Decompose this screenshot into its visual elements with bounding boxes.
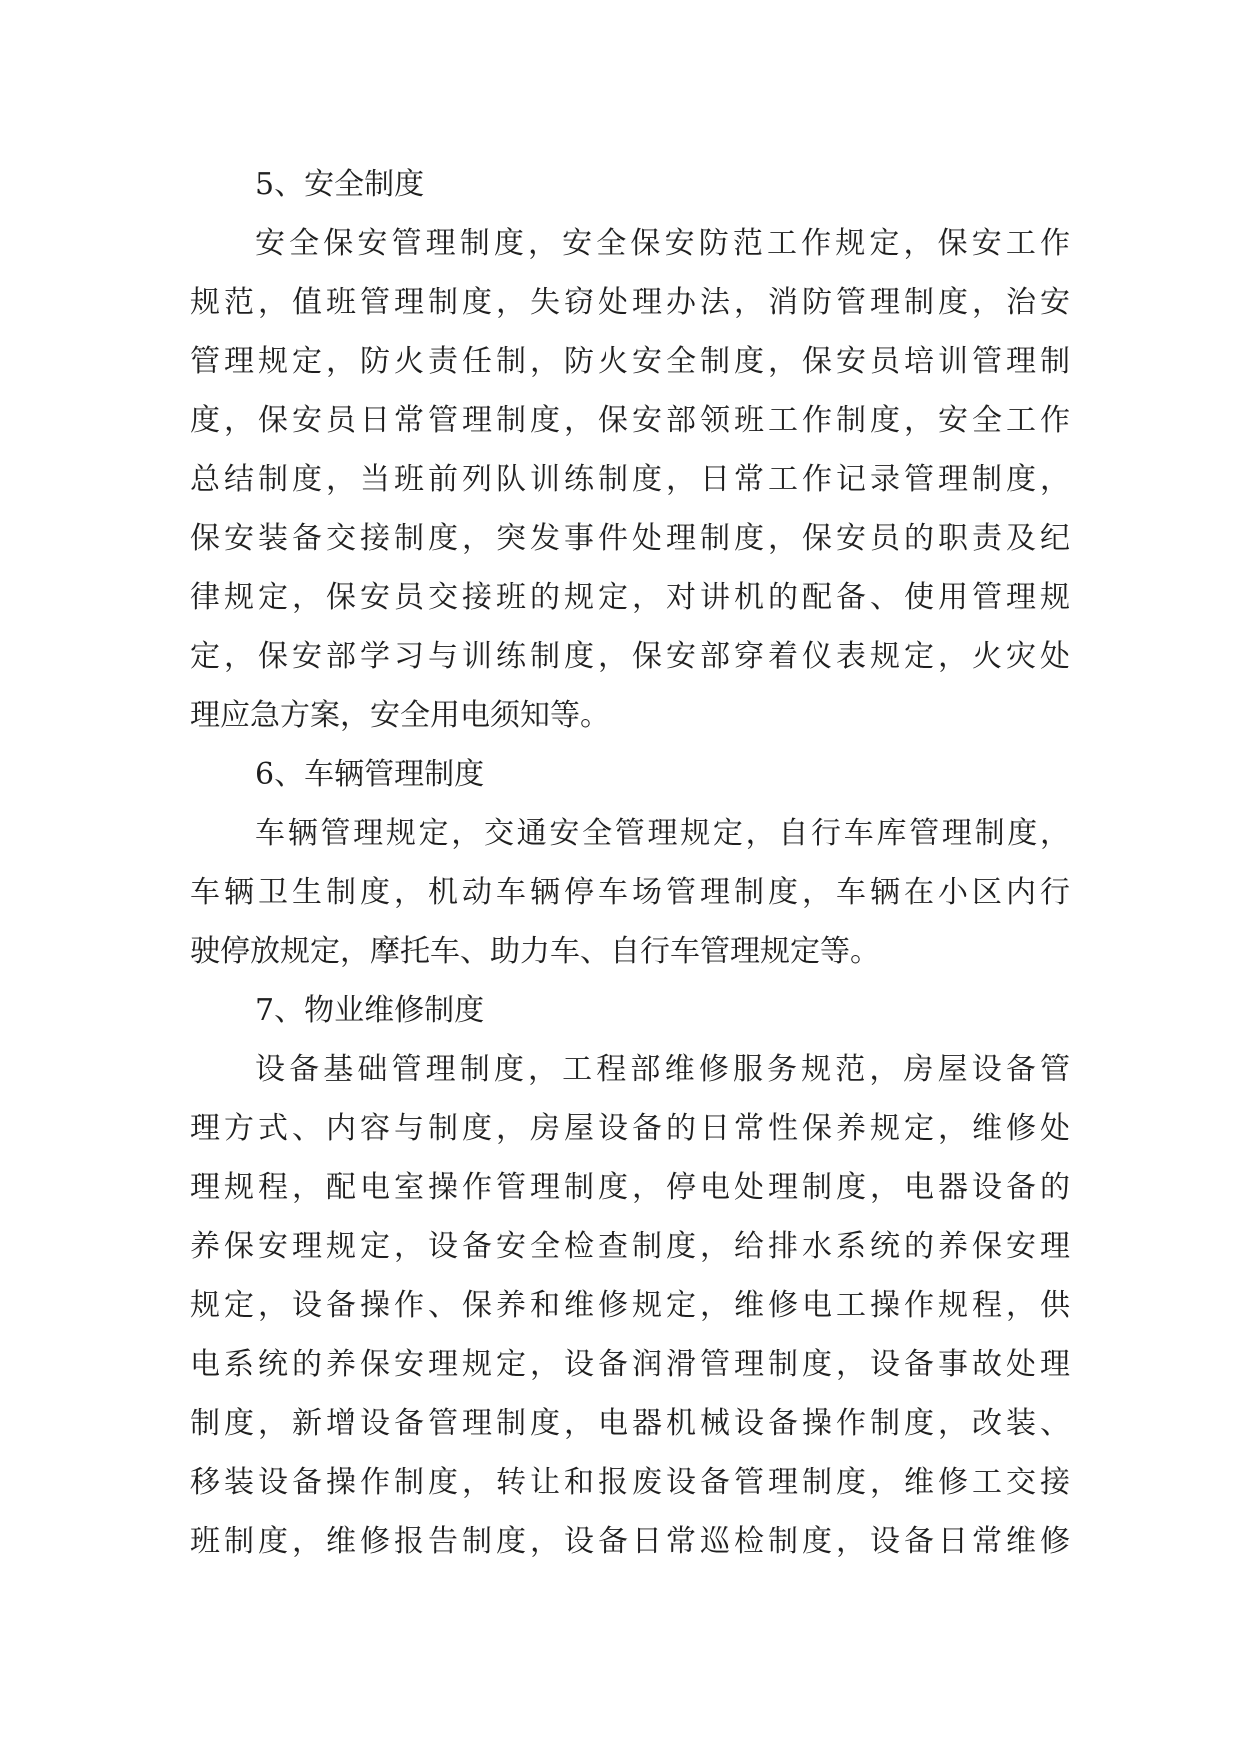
- section-5-heading: 5、安全制度: [255, 167, 425, 202]
- section-5-line-3: 管理规定，防火责任制，防火安全制度，保安员培训管理制: [190, 344, 1070, 379]
- section-7-line-5: 规定，设备操作、保养和维修规定，维修电工操作规程，供: [190, 1288, 1070, 1323]
- section-7-line-7: 制度，新增设备管理制度，电器机械设备操作制度，改装、: [190, 1406, 1070, 1441]
- section-5-line-5: 总结制度，当班前列队训练制度，日常工作记录管理制度，: [190, 462, 1070, 497]
- section-7-line-2: 理方式、内容与制度，房屋设备的日常性保养规定，维修处: [190, 1111, 1070, 1146]
- section-7-line-4: 养保安理规定，设备安全检查制度，给排水系统的养保安理: [190, 1229, 1070, 1264]
- section-7-line-8: 移装设备操作制度，转让和报废设备管理制度，维修工交接: [190, 1465, 1070, 1500]
- section-7-heading: 7、物业维修制度: [255, 993, 485, 1028]
- section-5-line-7: 律规定，保安员交接班的规定，对讲机的配备、使用管理规: [190, 580, 1070, 615]
- section-6-line-2: 车辆卫生制度，机动车辆停车场管理制度，车辆在小区内行: [190, 875, 1070, 910]
- section-6-line-3: 驶停放规定，摩托车、助力车、自行车管理规定等。: [190, 934, 880, 969]
- section-5-line-9: 理应急方案，安全用电须知等。: [190, 698, 610, 733]
- section-6-heading: 6、车辆管理制度: [255, 757, 485, 792]
- section-7-line-1: 设备基础管理制度，工程部维修服务规范，房屋设备管: [255, 1052, 1070, 1087]
- section-6-line-1: 车辆管理规定，交通安全管理规定，自行车库管理制度，: [255, 816, 1070, 851]
- section-5-line-1: 安全保安管理制度，安全保安防范工作规定，保安工作: [255, 226, 1070, 261]
- section-5-line-4: 度，保安员日常管理制度，保安部领班工作制度，安全工作: [190, 403, 1070, 438]
- section-7-line-6: 电系统的养保安理规定，设备润滑管理制度，设备事故处理: [190, 1347, 1070, 1382]
- section-5-line-2: 规范，值班管理制度，失窃处理办法，消防管理制度，治安: [190, 285, 1070, 320]
- section-7-line-3: 理规程，配电室操作管理制度，停电处理制度，电器设备的: [190, 1170, 1070, 1205]
- section-5-line-8: 定，保安部学习与训练制度，保安部穿着仪表规定，火灾处: [190, 639, 1070, 674]
- section-5-line-6: 保安装备交接制度，突发事件处理制度，保安员的职责及纪: [190, 521, 1070, 556]
- section-7-line-9: 班制度，维修报告制度，设备日常巡检制度，设备日常维修: [190, 1524, 1070, 1559]
